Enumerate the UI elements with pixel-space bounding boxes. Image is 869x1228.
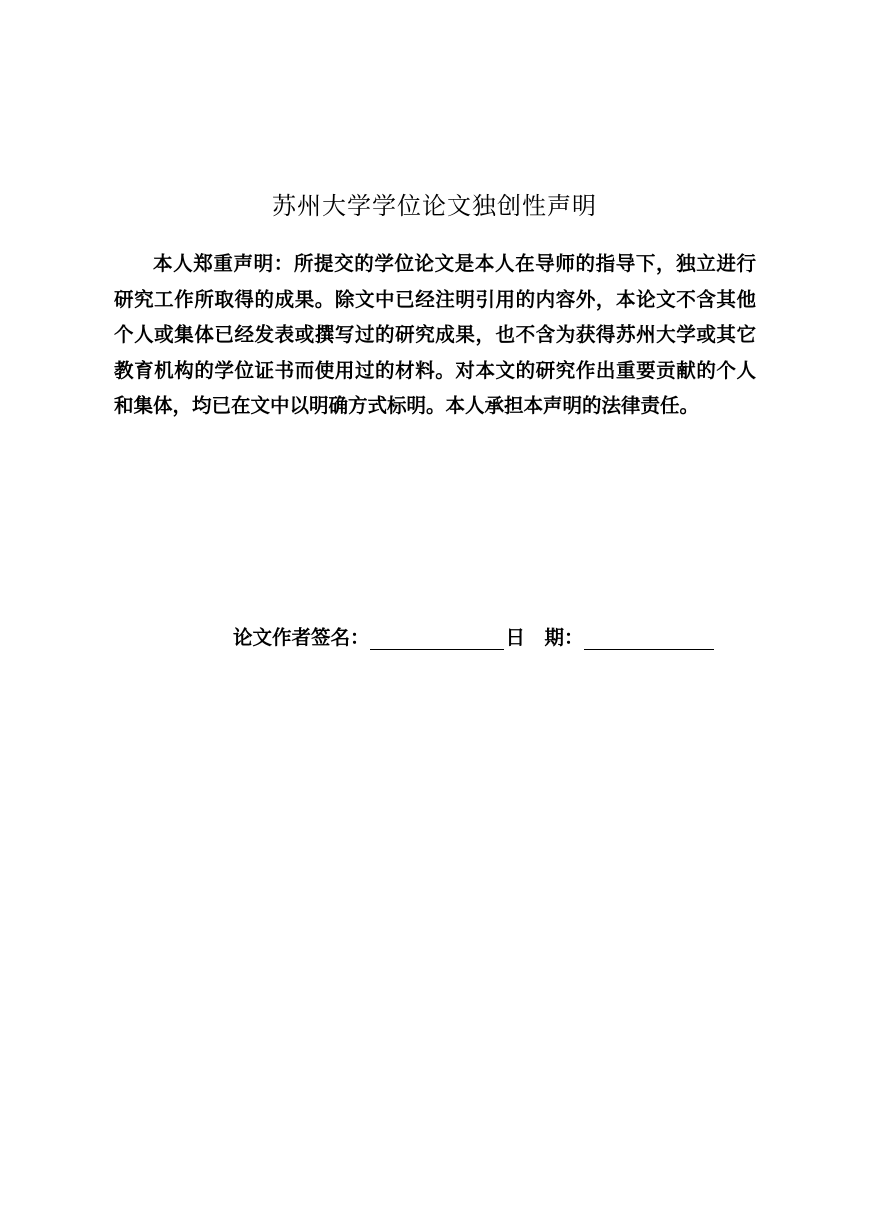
signature-row: [233, 624, 714, 652]
author-signature-label: 论文作者签名：: [233, 626, 370, 649]
page-title: 苏州大学学位论文独创性声明: [272, 192, 597, 221]
date-label: 日 期：: [505, 626, 584, 649]
declaration-paragraph: 本人郑重声明：所提交的学位论文是本人在导师的指导下，独立进行研究工作所取得的成果。除文中已经注明引用的内容外，本论文不含其他个人或集体已经发表或撰写过的研究成果，也不含为获得苏州大学或其它教育机构的学位证书而使用过的材料。对本文的研究作出重要贡献的个人和集体，均已在文中以明确方式标明。本人承担本声明的法律责任。: [114, 252, 756, 417]
date-field[interactable]: [584, 627, 714, 650]
author-signature-field[interactable]: [370, 627, 504, 650]
